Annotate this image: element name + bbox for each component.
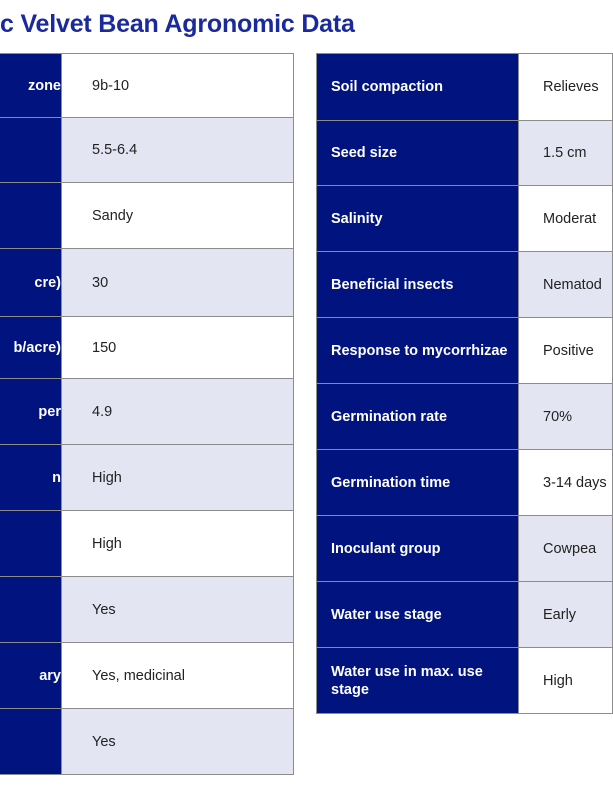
- row-label: [0, 118, 62, 183]
- row-label: n: [0, 445, 62, 511]
- table-row: [0, 511, 294, 577]
- table-row: [0, 54, 294, 118]
- table-row: [317, 582, 613, 648]
- row-value: Positive: [519, 318, 613, 384]
- row-label: Response to mycorrhizae: [317, 318, 519, 384]
- row-label: ary: [0, 643, 62, 709]
- row-label: Beneficial insects: [317, 252, 519, 318]
- row-label: cre): [0, 249, 62, 317]
- row-value: 5.5-6.4: [62, 118, 294, 183]
- table-row: [0, 183, 294, 249]
- row-label: Salinity: [317, 186, 519, 252]
- row-value: 3-14 days: [519, 450, 613, 516]
- row-label: Soil compaction: [317, 54, 519, 121]
- row-label: per: [0, 379, 62, 445]
- row-value: High: [519, 648, 613, 714]
- table-row: [0, 379, 294, 445]
- left-data-table: [0, 53, 294, 775]
- row-value: Cowpea: [519, 516, 613, 582]
- row-value: Moderat: [519, 186, 613, 252]
- row-label: Inoculant group: [317, 516, 519, 582]
- row-label: [0, 577, 62, 643]
- row-label: Water use in max. use stage: [317, 648, 519, 714]
- row-value: 1.5 cm: [519, 121, 613, 186]
- row-label: Water use stage: [317, 582, 519, 648]
- row-value: 70%: [519, 384, 613, 450]
- row-value: 150: [62, 317, 294, 379]
- table-row: [317, 318, 613, 384]
- table-row: [0, 445, 294, 511]
- row-value: High: [62, 511, 294, 577]
- table-row: [317, 648, 613, 714]
- row-value: Yes: [62, 709, 294, 775]
- table-row: [0, 118, 294, 183]
- table-row: [317, 186, 613, 252]
- row-label: [0, 511, 62, 577]
- table-row: [0, 577, 294, 643]
- row-value: Yes: [62, 577, 294, 643]
- row-label: b/acre): [0, 317, 62, 379]
- row-label: zone: [0, 54, 62, 118]
- row-label: Germination time: [317, 450, 519, 516]
- table-row: [317, 516, 613, 582]
- table-row: [317, 54, 613, 121]
- table-row: [317, 384, 613, 450]
- row-value: 4.9: [62, 379, 294, 445]
- row-value: 30: [62, 249, 294, 317]
- row-value: 9b-10: [62, 54, 294, 118]
- table-row: [0, 317, 294, 379]
- right-data-table: [316, 53, 613, 714]
- table-row: [317, 121, 613, 186]
- row-label: [0, 183, 62, 249]
- row-label: Seed size: [317, 121, 519, 186]
- row-label: Germination rate: [317, 384, 519, 450]
- table-row: [0, 709, 294, 775]
- table-row: [317, 252, 613, 318]
- row-value: Nematod: [519, 252, 613, 318]
- table-row: [0, 643, 294, 709]
- row-value: Relieves: [519, 54, 613, 121]
- table-row: [0, 249, 294, 317]
- page-title: c Velvet Bean Agronomic Data: [0, 10, 355, 38]
- table-row: [317, 450, 613, 516]
- row-value: Sandy: [62, 183, 294, 249]
- row-value: High: [62, 445, 294, 511]
- row-label: [0, 709, 62, 775]
- row-value: Yes, medicinal: [62, 643, 294, 709]
- row-value: Early: [519, 582, 613, 648]
